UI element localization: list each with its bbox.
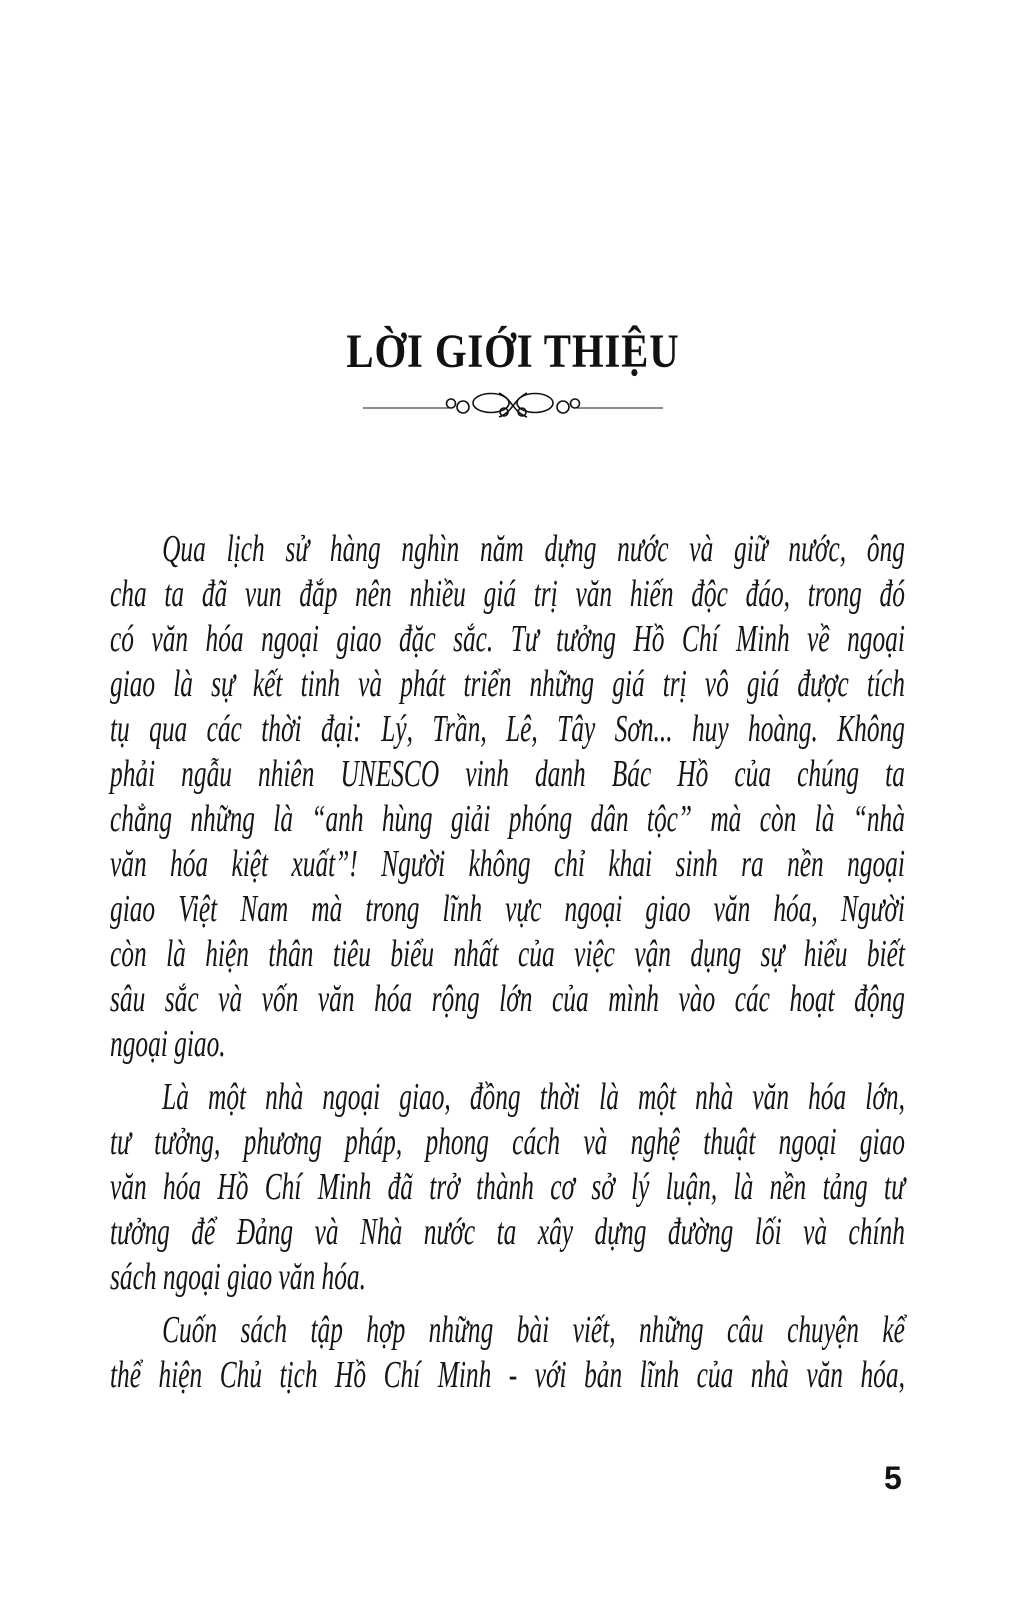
text-line: sâu sắc và vốn văn hóa rộng lớn của mình vào các hoạt động bbox=[110, 978, 905, 1020]
flourish-divider-icon bbox=[363, 388, 663, 422]
text-line: ngoại giao. bbox=[110, 1023, 226, 1065]
text-line: thể hiện Chủ tịch Hồ Chí Minh - với bản lĩnh của nhà văn hóa, bbox=[110, 1354, 905, 1396]
text-line: sách ngoại giao văn hóa. bbox=[110, 1256, 366, 1298]
title-wrap bbox=[0, 324, 1025, 379]
text-line: giao là sự kết tinh và phát triển những giá trị vô giá được tích bbox=[110, 663, 905, 705]
text-line: Cuốn sách tập hợp những bài viết, những câu chuyện kể bbox=[162, 1309, 905, 1351]
text-line: văn hóa kiệt xuất”! Người không chỉ khai sinh ra nền ngoại bbox=[110, 843, 905, 885]
text-line: phải ngẫu nhiên UNESCO vinh danh Bác Hồ của chúng ta bbox=[110, 753, 905, 795]
text-line: tụ qua các thời đại: Lý, Trần, Lê, Tây Sơn... huy hoàng. Không bbox=[110, 708, 905, 750]
divider-wrap bbox=[0, 388, 1025, 422]
body-block bbox=[110, 527, 905, 1398]
page-number: 5 bbox=[884, 1460, 902, 1496]
paragraph bbox=[110, 1075, 905, 1300]
paragraph bbox=[110, 527, 905, 1067]
page-title: LỜI GIỚI THIỆU bbox=[345, 325, 680, 378]
text-line: cha ta đã vun đắp nên nhiều giá trị văn hiến độc đáo, trong đó bbox=[110, 573, 905, 615]
text-line: giao Việt Nam mà trong lĩnh vực ngoại giao văn hóa, Người bbox=[110, 888, 905, 930]
text-line: tưởng để Đảng và Nhà nước ta xây dựng đường lối và chính bbox=[110, 1211, 905, 1253]
text-line: chẳng những là “anh hùng giải phóng dân tộc” mà còn là “nhà bbox=[110, 798, 905, 840]
text-line: có văn hóa ngoại giao đặc sắc. Tư tưởng Hồ Chí Minh về ngoại bbox=[110, 618, 905, 660]
text-line: còn là hiện thân tiêu biểu nhất của việc vận dụng sự hiểu biết bbox=[110, 933, 905, 975]
body-text bbox=[110, 527, 905, 1398]
text-line: Qua lịch sử hàng nghìn năm dựng nước và giữ nước, ông bbox=[162, 528, 905, 570]
text-line: tư tưởng, phương pháp, phong cách và nghệ thuật ngoại giao bbox=[110, 1121, 905, 1163]
text-line: văn hóa Hồ Chí Minh đã trở thành cơ sở lý luận, là nền tảng tư bbox=[110, 1166, 905, 1208]
text-line: Là một nhà ngoại giao, đồng thời là một nhà văn hóa lớn, bbox=[162, 1076, 905, 1118]
paragraph bbox=[110, 1308, 905, 1398]
